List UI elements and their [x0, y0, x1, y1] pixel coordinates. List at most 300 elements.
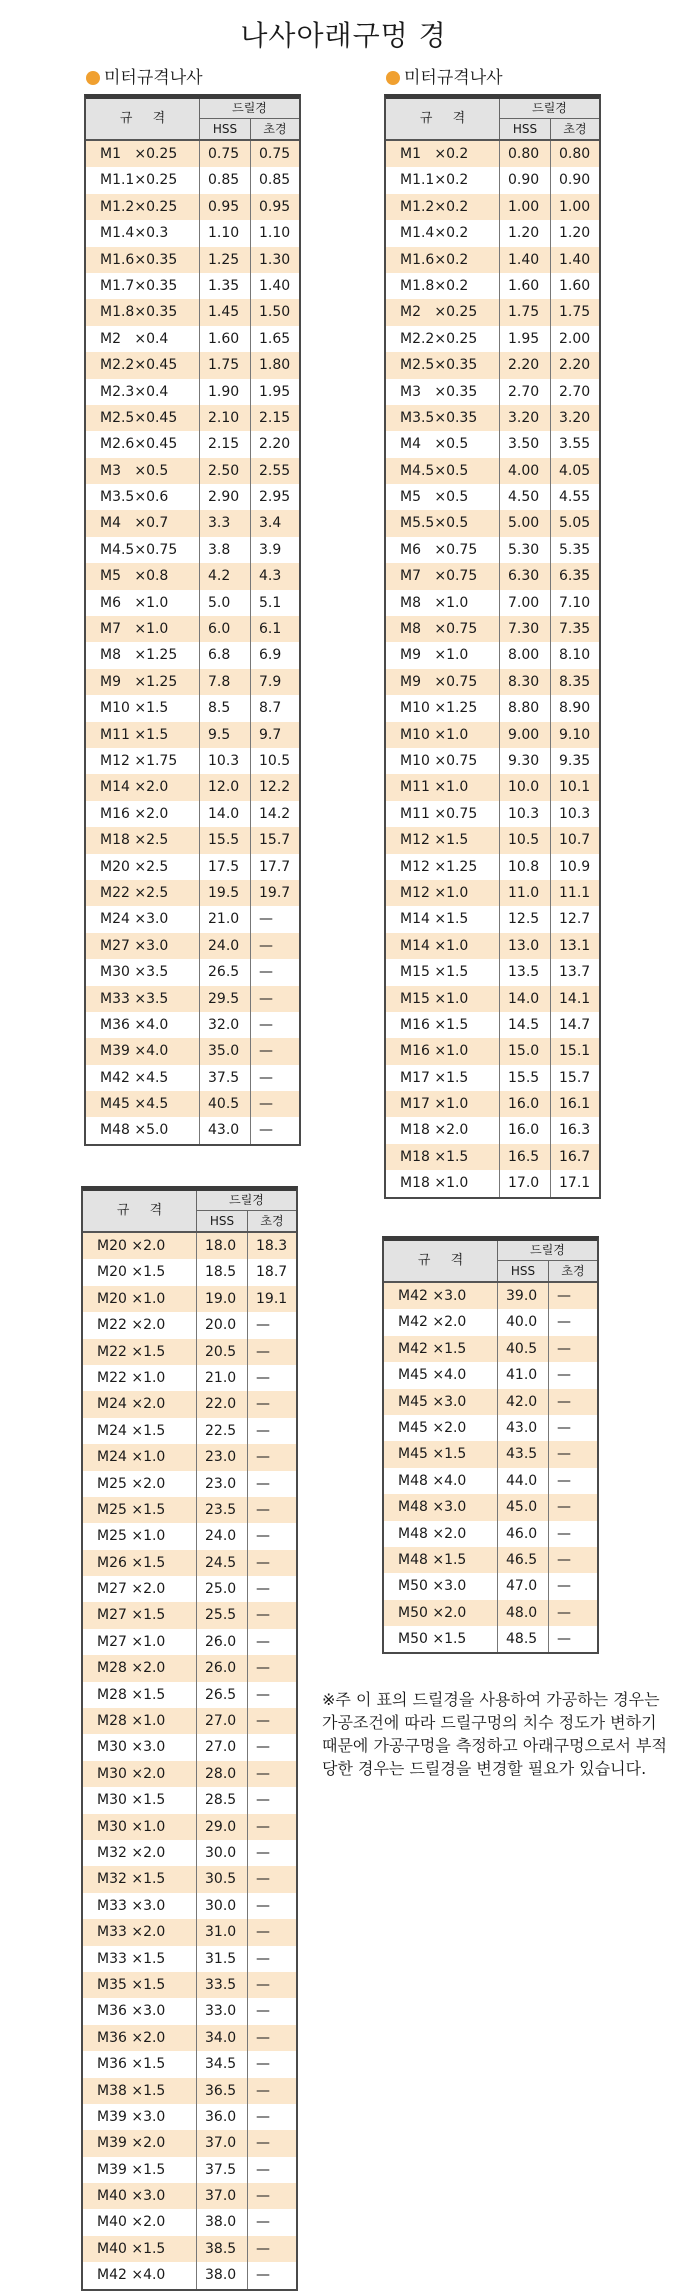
table-row: [83, 1471, 296, 1497]
hss-drill: 38.5: [197, 2236, 248, 2262]
carbide-drill: 9.10: [559, 726, 591, 743]
thread-spec: M24 ×2.0: [83, 1391, 197, 1417]
thread-spec: M27 ×1.5: [83, 1602, 197, 1628]
carbide-drill: 16.7: [559, 1148, 591, 1165]
hss-drill: 2.15: [200, 431, 251, 457]
table-row: [386, 1117, 599, 1143]
carbide-drill: 6.35: [559, 568, 591, 585]
carbide-drill: 2.20: [259, 436, 291, 453]
thread-spec: M9 ×0.75: [386, 669, 500, 695]
hss-drill: 1.90: [200, 379, 251, 405]
hss-drill: 22.5: [197, 1418, 248, 1444]
table-row: [83, 2183, 296, 2209]
hss-drill: 1.95: [500, 326, 551, 352]
thread-spec: M32 ×1.5: [83, 1866, 197, 1892]
thread-spec: M25 ×1.5: [83, 1497, 197, 1523]
table-row: [386, 774, 599, 800]
header-drill: 드릴경: [500, 99, 599, 119]
carbide-drill: —: [256, 1660, 270, 1677]
hss-drill: 7.30: [500, 616, 551, 642]
table-row: [86, 880, 299, 906]
carbide-drill: —: [256, 1396, 270, 1413]
table-row: [83, 1682, 296, 1708]
hss-drill: 30.0: [197, 1893, 248, 1919]
thread-spec: M10 ×0.75: [386, 748, 500, 774]
carbide-drill: 1.60: [559, 277, 591, 294]
carbide-drill: —: [256, 2240, 270, 2257]
hss-drill: 9.30: [500, 748, 551, 774]
table-row: [386, 563, 599, 589]
hss-drill: 21.0: [197, 1365, 248, 1391]
thread-spec: M45 ×1.5: [384, 1441, 498, 1467]
table-row: [386, 141, 599, 167]
thread-spec: M25 ×1.0: [83, 1523, 197, 1549]
hss-drill: 4.50: [500, 484, 551, 510]
thread-spec: M22 ×2.0: [83, 1312, 197, 1338]
carbide-drill: —: [259, 1122, 273, 1139]
thread-spec: M8 ×1.0: [386, 590, 500, 616]
carbide-drill: —: [256, 2188, 270, 2205]
table-header: [384, 1241, 597, 1283]
hss-drill: 30.0: [197, 1840, 248, 1866]
hss-drill: 7.00: [500, 590, 551, 616]
table-row: [386, 273, 599, 299]
thread-spec: M8 ×1.25: [86, 642, 200, 668]
carbide-drill: —: [557, 1499, 571, 1516]
table-header: [86, 99, 299, 141]
hss-drill: 19.5: [200, 880, 251, 906]
thread-spec: M42 ×1.5: [384, 1336, 498, 1362]
hss-drill: 29.0: [197, 1814, 248, 1840]
section-label-text: 미터규격나사: [104, 68, 203, 88]
table-row: [83, 1339, 296, 1365]
table-row: [86, 774, 299, 800]
table-row: [86, 510, 299, 536]
thread-spec: M36 ×2.0: [83, 2025, 197, 2051]
table-row: [86, 986, 299, 1012]
hss-drill: 5.00: [500, 510, 551, 536]
carbide-drill: 5.1: [259, 594, 282, 611]
carbide-drill: 10.3: [559, 805, 591, 822]
thread-spec: M2.2×0.25: [386, 326, 500, 352]
hss-drill: 4.00: [500, 458, 551, 484]
hss-drill: 33.5: [197, 1972, 248, 1998]
hss-drill: 17.0: [500, 1170, 551, 1196]
hss-drill: 1.35: [200, 273, 251, 299]
table-row: [83, 1893, 296, 1919]
hss-drill: 26.5: [200, 959, 251, 985]
carbide-drill: —: [256, 1713, 270, 1730]
table-row: [83, 1444, 296, 1470]
carbide-drill: —: [256, 1950, 270, 1967]
carbide-drill: —: [259, 1043, 273, 1060]
carbide-drill: —: [256, 1739, 270, 1756]
hss-drill: 0.85: [200, 167, 251, 193]
carbide-drill: —: [256, 2082, 270, 2099]
thread-spec: M42 ×2.0: [384, 1309, 498, 1335]
carbide-drill: 11.1: [559, 884, 591, 901]
hss-drill: 8.80: [500, 695, 551, 721]
carbide-drill: 1.20: [559, 225, 591, 242]
thread-spec: M25 ×2.0: [83, 1471, 197, 1497]
thread-spec: M22 ×1.0: [83, 1365, 197, 1391]
carbide-drill: 1.65: [259, 330, 291, 347]
table-row: [86, 167, 299, 193]
table-row: [83, 2078, 296, 2104]
hss-drill: 30.5: [197, 1866, 248, 1892]
carbide-drill: 12.2: [259, 779, 291, 796]
header-carbide: 초경: [563, 122, 587, 136]
thread-spec: M32 ×2.0: [83, 1840, 197, 1866]
hss-drill: 4.2: [200, 563, 251, 589]
carbide-drill: —: [256, 1818, 270, 1835]
carbide-drill: —: [259, 964, 273, 981]
table-row: [384, 1626, 597, 1652]
table-row: [386, 1012, 599, 1038]
hss-drill: 48.5: [498, 1626, 549, 1652]
hss-drill: 1.40: [500, 247, 551, 273]
thread-spec: M50 ×1.5: [384, 1626, 498, 1652]
carbide-drill: —: [256, 1844, 270, 1861]
hss-drill: 17.5: [200, 854, 251, 880]
hss-drill: 40.5: [200, 1091, 251, 1117]
table-row: [83, 2209, 296, 2235]
thread-spec: M50 ×3.0: [384, 1573, 498, 1599]
hss-drill: 34.0: [197, 2025, 248, 2051]
carbide-drill: —: [256, 1581, 270, 1598]
carbide-drill: 15.7: [259, 832, 291, 849]
carbide-drill: —: [557, 1551, 571, 1568]
thread-spec: M33 ×3.5: [86, 986, 200, 1012]
thread-spec: M33 ×1.5: [83, 1946, 197, 1972]
carbide-drill: —: [256, 2267, 270, 2284]
hss-drill: 11.0: [500, 880, 551, 906]
table-row: [386, 695, 599, 721]
carbide-drill: —: [256, 2108, 270, 2125]
header-hss: HSS: [498, 1261, 549, 1281]
thread-spec: M2.2×0.45: [86, 352, 200, 378]
hss-drill: 25.0: [197, 1576, 248, 1602]
thread-spec: M45 ×3.0: [384, 1389, 498, 1415]
carbide-drill: 3.55: [559, 436, 591, 453]
table-row: [83, 1655, 296, 1681]
thread-spec: M16 ×1.0: [386, 1038, 500, 1064]
hss-drill: 6.8: [200, 642, 251, 668]
hss-drill: 29.5: [200, 986, 251, 1012]
carbide-drill: 0.85: [259, 172, 291, 189]
thread-spec: M1.6×0.35: [86, 247, 200, 273]
carbide-drill: 15.1: [559, 1043, 591, 1060]
carbide-drill: 13.1: [559, 937, 591, 954]
table-row: [83, 1497, 296, 1523]
carbide-drill: 4.05: [559, 462, 591, 479]
carbide-drill: —: [256, 1871, 270, 1888]
thread-spec: M17 ×1.0: [386, 1091, 500, 1117]
table-row: [86, 669, 299, 695]
table-row: [83, 1919, 296, 1945]
carbide-drill: —: [557, 1604, 571, 1621]
thread-spec: M15 ×1.5: [386, 959, 500, 985]
header-carbide: 초경: [260, 1214, 284, 1228]
carbide-drill: —: [557, 1393, 571, 1410]
thread-spec: M27 ×1.0: [83, 1629, 197, 1655]
table-row: [86, 933, 299, 959]
table-row: [86, 801, 299, 827]
hss-drill: 20.0: [197, 1312, 248, 1338]
carbide-drill: 1.10: [259, 225, 291, 242]
thread-spec: M40 ×2.0: [83, 2209, 197, 2235]
hss-drill: 42.0: [498, 1389, 549, 1415]
carbide-drill: 10.9: [559, 858, 591, 875]
carbide-drill: 1.40: [259, 277, 291, 294]
hss-drill: 45.0: [498, 1494, 549, 1520]
table-row: [384, 1362, 597, 1388]
carbide-drill: 1.00: [559, 198, 591, 215]
thread-spec: M1.8×0.2: [386, 273, 500, 299]
carbide-drill: —: [259, 937, 273, 954]
table-row: [83, 1312, 296, 1338]
hss-drill: 3.8: [200, 537, 251, 563]
table-row: [86, 299, 299, 325]
carbide-drill: 10.5: [259, 752, 291, 769]
hss-drill: 33.0: [197, 1998, 248, 2024]
table-row: [83, 1866, 296, 1892]
thread-spec: M42 ×4.5: [86, 1065, 200, 1091]
header-spec: 규 격: [83, 1191, 197, 1231]
table-row: [384, 1309, 597, 1335]
thread-spec: M18 ×1.5: [386, 1144, 500, 1170]
hss-drill: 0.90: [500, 167, 551, 193]
carbide-drill: 3.20: [559, 409, 591, 426]
hss-drill: 9.00: [500, 722, 551, 748]
carbide-drill: —: [259, 1069, 273, 1086]
thread-spec: M30 ×2.0: [83, 1761, 197, 1787]
table-row: [386, 959, 599, 985]
table-row: [83, 1629, 296, 1655]
carbide-drill: 18.3: [256, 1238, 288, 1254]
table-row: [384, 1283, 597, 1309]
hss-drill: 38.0: [197, 2262, 248, 2288]
carbide-drill: —: [259, 1096, 273, 1113]
thread-spec: M40 ×1.5: [83, 2236, 197, 2262]
carbide-drill: —: [256, 1528, 270, 1545]
hss-drill: 5.30: [500, 537, 551, 563]
table-row: [384, 1600, 597, 1626]
thread-spec: M30 ×1.0: [83, 1814, 197, 1840]
table-row: [86, 563, 299, 589]
thread-spec: M2 ×0.25: [386, 299, 500, 325]
carbide-drill: 7.35: [559, 621, 591, 638]
carbide-drill: 9.7: [259, 726, 282, 743]
table-row: [86, 1091, 299, 1117]
section-label-metric-coarse: [86, 66, 203, 90]
carbide-drill: 4.55: [559, 489, 591, 506]
table-row: [386, 405, 599, 431]
header-spec: 규 격: [386, 99, 500, 139]
table-row: [86, 748, 299, 774]
thread-spec: M20 ×2.0: [83, 1233, 197, 1259]
hss-drill: 23.5: [197, 1497, 248, 1523]
header-spec: 규 격: [384, 1241, 498, 1281]
table-row: [83, 1734, 296, 1760]
hss-drill: 23.0: [197, 1444, 248, 1470]
hss-drill: 24.5: [197, 1550, 248, 1576]
hss-drill: 34.5: [197, 2051, 248, 2077]
table-row: [384, 1389, 597, 1415]
carbide-drill: 0.80: [559, 146, 591, 162]
thread-spec: M1.8×0.35: [86, 299, 200, 325]
thread-spec: M5 ×0.8: [86, 563, 200, 589]
hss-drill: 38.0: [197, 2209, 248, 2235]
hss-drill: 19.0: [197, 1286, 248, 1312]
carbide-drill: 15.7: [559, 1069, 591, 1086]
table-row: [386, 167, 599, 193]
carbide-drill: —: [256, 1633, 270, 1650]
table-row: [384, 1441, 597, 1467]
hss-drill: 43.0: [498, 1415, 549, 1441]
hss-drill: 27.0: [197, 1734, 248, 1760]
hss-drill: 18.0: [197, 1233, 248, 1259]
table-row: [83, 1946, 296, 1972]
carbide-drill: 1.75: [559, 304, 591, 321]
table-row: [83, 1998, 296, 2024]
thread-spec: M24 ×1.0: [83, 1444, 197, 1470]
thread-spec: M7 ×1.0: [86, 616, 200, 642]
thread-spec: M4 ×0.7: [86, 510, 200, 536]
carbide-drill: 0.75: [259, 146, 291, 162]
thread-spec: M48 ×2.0: [384, 1521, 498, 1547]
thread-spec: M1 ×0.25: [86, 141, 200, 167]
hss-drill: 37.5: [197, 2157, 248, 2183]
thread-spec: M3 ×0.5: [86, 458, 200, 484]
hss-drill: 37.0: [197, 2130, 248, 2156]
hss-drill: 24.0: [200, 933, 251, 959]
thread-spec: M20 ×1.0: [83, 1286, 197, 1312]
carbide-drill: —: [557, 1446, 571, 1463]
carbide-drill: —: [557, 1314, 571, 1331]
table-row: [83, 1840, 296, 1866]
hss-drill: 9.5: [200, 722, 251, 748]
hss-drill: 44.0: [498, 1468, 549, 1494]
table-row: [386, 669, 599, 695]
table-row: [386, 510, 599, 536]
carbide-drill: 1.50: [259, 304, 291, 321]
thread-spec: M1.7×0.35: [86, 273, 200, 299]
hss-drill: 8.5: [200, 695, 251, 721]
table-row: [83, 1550, 296, 1576]
table-row: [86, 537, 299, 563]
hss-drill: 1.45: [200, 299, 251, 325]
table-row: [386, 1091, 599, 1117]
hss-drill: 13.0: [500, 933, 551, 959]
table-row: [386, 458, 599, 484]
hss-drill: 3.20: [500, 405, 551, 431]
hss-drill: 12.0: [200, 774, 251, 800]
table-row: [86, 431, 299, 457]
hss-drill: 15.5: [500, 1065, 551, 1091]
carbide-drill: —: [256, 2029, 270, 2046]
table-row: [386, 1170, 599, 1196]
table-row: [384, 1336, 597, 1362]
carbide-drill: —: [256, 2056, 270, 2073]
carbide-drill: 16.1: [559, 1096, 591, 1113]
thread-spec: M14 ×1.0: [386, 933, 500, 959]
hss-drill: 28.0: [197, 1761, 248, 1787]
hss-drill: 41.0: [498, 1362, 549, 1388]
carbide-drill: —: [557, 1367, 571, 1384]
thread-spec: M18 ×1.0: [386, 1170, 500, 1196]
carbide-drill: 10.1: [559, 779, 591, 796]
thread-spec: M10 ×1.25: [386, 695, 500, 721]
table-row: [86, 405, 299, 431]
table-row: [386, 194, 599, 220]
thread-spec: M24 ×3.0: [86, 906, 200, 932]
carbide-drill: 10.7: [559, 832, 591, 849]
carbide-drill: 5.35: [559, 541, 591, 558]
carbide-drill: 2.00: [559, 330, 591, 347]
hss-drill: 1.20: [500, 220, 551, 246]
hss-drill: 28.5: [197, 1787, 248, 1813]
carbide-drill: 1.40: [559, 251, 591, 268]
hss-drill: 20.5: [197, 1339, 248, 1365]
thread-spec: M12 ×1.0: [386, 880, 500, 906]
thread-spec: M12 ×1.25: [386, 854, 500, 880]
hss-drill: 10.8: [500, 854, 551, 880]
table-row: [386, 880, 599, 906]
table-row: [83, 1286, 296, 1312]
thread-spec: M28 ×2.0: [83, 1655, 197, 1681]
thread-spec: M28 ×1.5: [83, 1682, 197, 1708]
hss-drill: 43.0: [200, 1117, 251, 1143]
carbide-drill: —: [557, 1578, 571, 1595]
carbide-drill: —: [256, 1765, 270, 1782]
carbide-drill: —: [557, 1472, 571, 1489]
hss-drill: 8.00: [500, 642, 551, 668]
carbide-drill: 8.10: [559, 647, 591, 664]
hss-drill: 15.5: [200, 827, 251, 853]
thread-spec: M1.1×0.25: [86, 167, 200, 193]
thread-spec: M17 ×1.5: [386, 1065, 500, 1091]
thread-spec: M27 ×2.0: [83, 1576, 197, 1602]
thread-spec: M2.6×0.45: [86, 431, 200, 457]
carbide-drill: 2.70: [559, 383, 591, 400]
header-drill: 드릴경: [197, 1191, 296, 1211]
hss-drill: 16.0: [500, 1117, 551, 1143]
thread-spec: M6 ×0.75: [386, 537, 500, 563]
hss-drill: 10.3: [500, 801, 551, 827]
thread-spec: M22 ×1.5: [83, 1339, 197, 1365]
thread-spec: M39 ×2.0: [83, 2130, 197, 2156]
header-drill: 드릴경: [200, 99, 299, 119]
bullet-icon: [386, 71, 400, 85]
hss-drill: 0.75: [200, 141, 251, 167]
hss-drill: 1.60: [200, 326, 251, 352]
thread-spec: M1.4×0.3: [86, 220, 200, 246]
thread-spec: M4 ×0.5: [386, 431, 500, 457]
table-row: [384, 1573, 597, 1599]
thread-spec: M24 ×1.5: [83, 1418, 197, 1444]
carbide-drill: —: [557, 1525, 571, 1542]
thread-spec: M36 ×4.0: [86, 1012, 200, 1038]
thread-spec: M45 ×4.5: [86, 1091, 200, 1117]
thread-spec: M2.3×0.4: [86, 379, 200, 405]
carbide-drill: 17.1: [559, 1175, 591, 1192]
carbide-drill: —: [256, 2003, 270, 2020]
table-row: [386, 933, 599, 959]
thread-spec: M42 ×4.0: [83, 2262, 197, 2288]
hss-drill: 37.0: [197, 2183, 248, 2209]
table-row: [386, 642, 599, 668]
